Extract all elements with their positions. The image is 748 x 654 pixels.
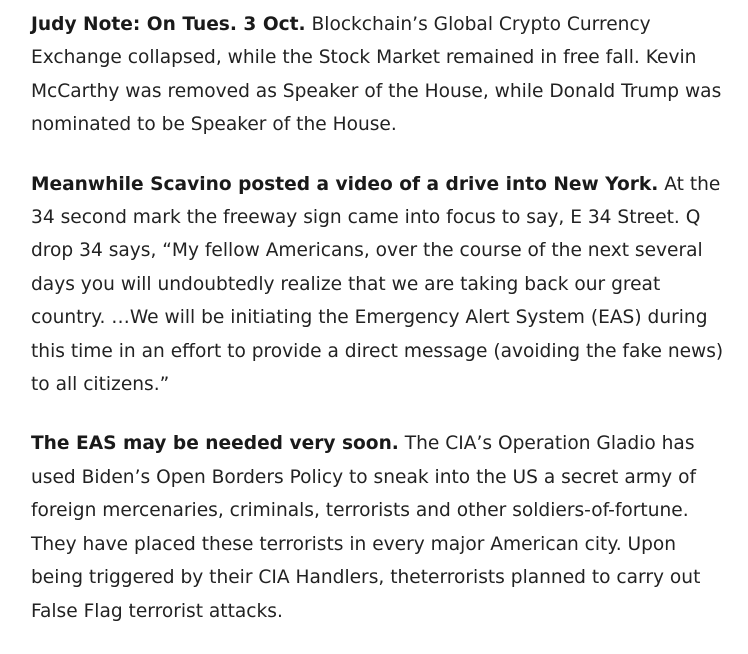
paragraph-text: Blockchain’s Global Crypto Currency Exchange collapsed, while the Stock Market remained in free fall. Kevin McCarthy was removed as Speaker of the House, while Donald Trump was nominated to be Speaker of the House. [31,14,722,136]
article-body [31,8,731,654]
paragraph-lead: Meanwhile Scavino posted a video of a drive into New York. [31,173,659,195]
paragraph-judy-note [31,8,731,142]
paragraph-text: At the 34 second mark the freeway sign came into focus to say, E 34 Street. Q drop 34 says, “My fellow Americans, over the course of the next several days you will undoubtedly realize that we are taking back our great country. …We will be initiating the Emergency Alert System (EAS) during this time in an effort to provide a direct message (avoiding the fake news) to all citizens.” [31,173,724,396]
paragraph-scavino-video [31,168,731,402]
paragraph-eas [31,427,731,627]
paragraph-lead: Judy Note: On Tues. 3 Oct. [31,14,306,35]
paragraph-lead: The EAS may be needed very soon. [31,433,399,455]
paragraph-text: The CIA’s Operation Gladio has used Biden’s Open Borders Policy to sneak into the US a secret army of foreign mercenaries, criminals, terrorists and other soldiers-of-fortune. They have placed these terrorists in every major American city. Upon being triggered by their CIA Handlers, theterrorists planned to carry out False Flag terrorist attacks. [31,433,701,622]
